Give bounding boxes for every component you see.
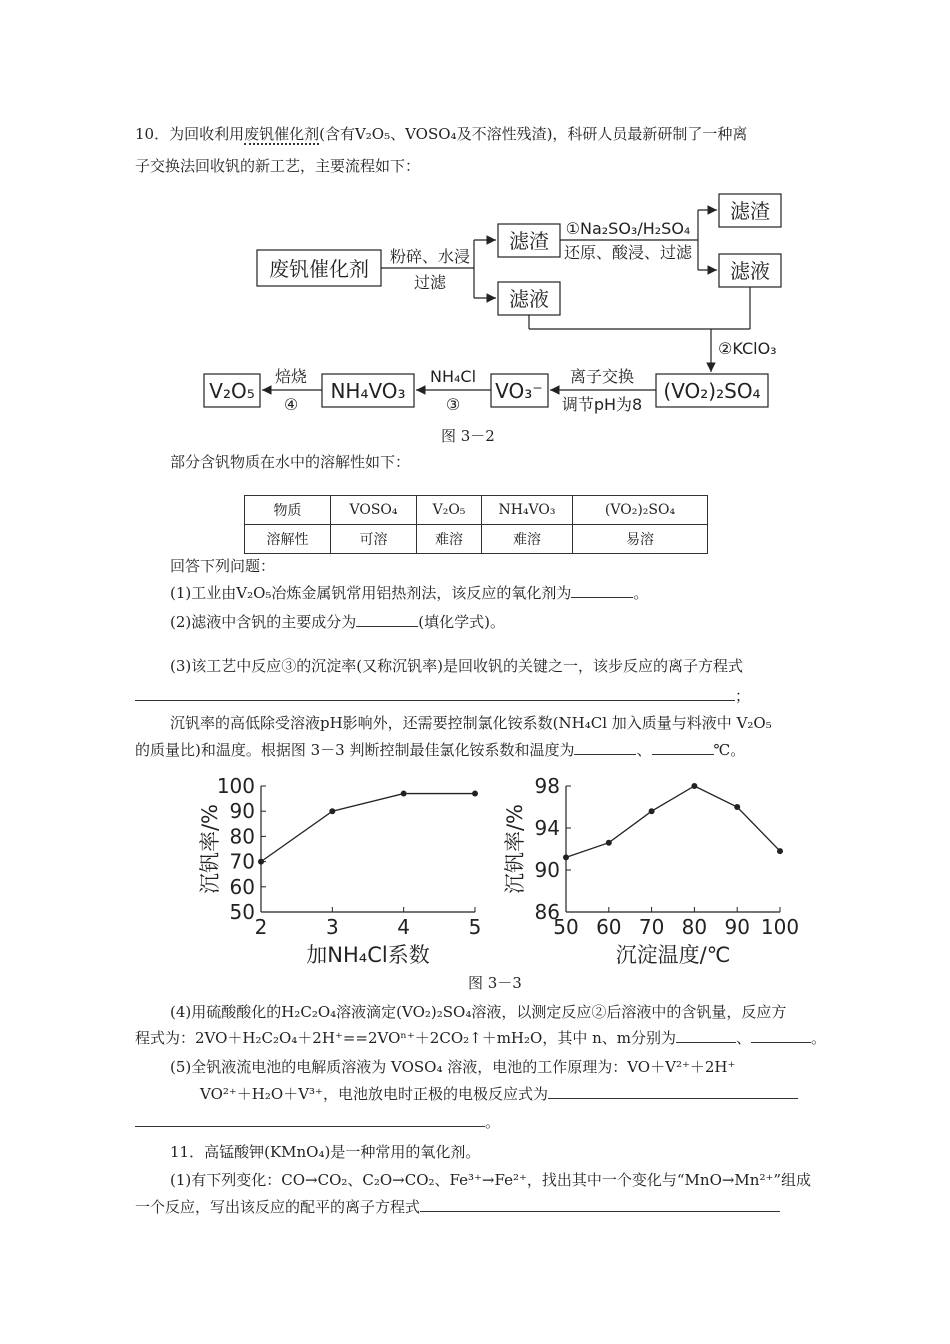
flow-diagram: [190, 188, 810, 418]
q11-part1-text: 一个反应，写出该反应的配平的离子方程式: [135, 1198, 421, 1216]
answer-blank[interactable]: [356, 612, 418, 627]
answer-blank[interactable]: [574, 740, 636, 755]
q10-part3-answer: [135, 686, 750, 706]
table-cell: (VO₂)₂SO₄: [573, 496, 708, 525]
q10-intro-emphasis: 废钒催化剂: [244, 125, 320, 143]
flow-step1-reagent: ①Na₂SO₃/H₂SO₄: [565, 219, 691, 238]
table-cell: 难溶: [482, 525, 573, 554]
x-tick-label: 100: [760, 915, 800, 939]
y-tick-label: 100: [216, 774, 255, 798]
q10-part3b-line2: [135, 740, 745, 760]
data-point: [258, 859, 264, 865]
y-tick-label: 94: [534, 816, 560, 840]
q10-part1-text: (1)工业由V₂O₅冶炼金属钒常用铝热剂法，该反应的氧化剂为: [170, 584, 572, 602]
flow-box-residue1-label: 滤渣: [509, 229, 549, 253]
y-tick-label: 90: [534, 858, 560, 882]
answer-blank[interactable]: [652, 740, 714, 755]
q10-part4-sep: 、: [735, 1029, 751, 1047]
q10-part3b-sep: 、: [636, 741, 652, 759]
flow-step-crush-1: 粉碎、水浸: [389, 247, 471, 266]
flow-step3-reagent: NH₄Cl: [429, 367, 477, 386]
q10-part3-end: ；: [735, 687, 751, 705]
solubility-table: [244, 495, 708, 554]
answer-blank[interactable]: [135, 1112, 485, 1127]
table-row: [245, 496, 708, 525]
q10-part2-end: (填化学式)。: [418, 613, 505, 631]
flow-box-filtrate2-label: 滤液: [730, 259, 770, 283]
table-row: [245, 525, 708, 554]
flow-box-catalyst-label: 废钒催化剂: [269, 257, 369, 281]
data-point: [329, 808, 335, 814]
data-point: [472, 791, 478, 797]
x-axis-label: 沉淀温度/℃: [615, 943, 731, 967]
answer-blank[interactable]: [571, 583, 633, 598]
q10-intro-line1: [135, 124, 747, 144]
q10-part3b-unit: ℃。: [713, 741, 746, 759]
q10-part5-line2: [200, 1084, 798, 1104]
flow-step1-ops: 还原、酸浸、过滤: [563, 243, 693, 262]
q11-part1-line2: [135, 1197, 780, 1217]
x-tick-label: 90: [724, 915, 750, 939]
flow-box-vo2so4-label: (VO₂)₂SO₄: [663, 379, 761, 403]
chart-temperature: [500, 772, 800, 972]
answer-blank[interactable]: [135, 686, 735, 701]
table-cell: 物质: [245, 496, 331, 525]
q10-part3b-text: 的质量比)和温度。根据图 3－3 判断控制最佳氯化铵系数和温度为: [135, 741, 575, 759]
q10-intro-line2: 子交换法回收钒的新工艺，主要流程如下：: [135, 157, 421, 175]
table-cell: NH₄VO₃: [482, 496, 573, 525]
y-tick-label: 98: [534, 774, 560, 798]
y-tick-label: 50: [229, 900, 255, 924]
flow-box-vo3-label: VO₃⁻: [495, 379, 543, 403]
q10-part4-line1: (4)用硫酸酸化的H₂C₂O₄溶液滴定(VO₂)₂SO₄溶液，以测定反应②后溶液中的含钒量，反应方: [170, 1003, 787, 1021]
q10-intro-post: (含有V₂O₅、VOSO₄及不溶性残渣)，科研人员最新研制了一种离: [319, 125, 748, 143]
q10-part5-line1: (5)全钒液流电池的电解质溶液为 VOSO₄ 溶液，电池的工作原理为：VO＋V²⁺＋2H⁺: [170, 1058, 736, 1076]
x-tick-label: 50: [553, 915, 579, 939]
series-line: [261, 794, 475, 862]
x-tick-label: 4: [397, 915, 411, 939]
data-point: [649, 808, 655, 814]
data-point: [777, 848, 783, 854]
q11-part1-line1: (1)有下列变化：CO→CO₂、C₂O→CO₂、Fe³⁺→Fe²⁺，找出其中一个变化与“MnO→Mn²⁺”组成: [170, 1171, 812, 1189]
series-line: [566, 786, 780, 857]
x-tick-label: 70: [638, 915, 665, 939]
flow-step-crush-2: 过滤: [413, 273, 447, 292]
flow-step-ion-1: 离子交换: [569, 367, 635, 386]
data-point: [734, 804, 740, 810]
x-tick-label: 60: [596, 915, 622, 939]
q10-part4-line2: [135, 1028, 826, 1048]
q10-part1-end: 。: [633, 584, 649, 602]
answer-blank[interactable]: [420, 1197, 780, 1212]
y-tick-label: 60: [229, 874, 255, 899]
table-cell: 难溶: [417, 525, 482, 554]
flow-box-residue2-label: 滤渣: [730, 199, 770, 223]
data-point: [606, 840, 612, 846]
q10-part1: [170, 583, 648, 603]
q10-part4-text: 程式为：2VO＋H₂C₂O₄＋2H⁺==2VOⁿ⁺＋2CO₂↑＋mH₂O，其中 n、m分别为: [135, 1029, 676, 1047]
table-cell: 可溶: [331, 525, 417, 554]
fig-3-3-caption: 图 3－3: [468, 974, 522, 992]
q10-part5-text: VO²⁺＋H₂O＋V³⁺，电池放电时正极的电极反应式为: [200, 1085, 548, 1103]
q11-title: 11．高锰酸钾(KMnO₄)是一种常用的氧化剂。: [170, 1143, 481, 1161]
data-point: [401, 791, 407, 797]
q10-intro-pre: 10．为回收利用: [135, 125, 245, 143]
flow-step-ion-2: 调节pH为8: [561, 395, 643, 414]
flow-box-nh4vo3-label: NH₄VO₃: [330, 379, 406, 403]
solubility-intro: 部分含钒物质在水中的溶解性如下：: [170, 453, 411, 471]
data-point: [563, 854, 569, 860]
x-tick-label: 3: [325, 915, 339, 939]
flow-step3-num: ③: [445, 395, 461, 414]
table-cell: VOSO₄: [331, 496, 417, 525]
answer-blank[interactable]: [548, 1084, 798, 1099]
q10-part3b-line1: 沉钒率的高低除受溶液pH影响外，还需要控制氯化铵系数(NH₄Cl 加入质量与料液中 V₂O₅: [170, 714, 772, 732]
x-tick-label: 80: [681, 915, 708, 939]
q10-part5-end: 。: [485, 1113, 501, 1131]
flow-step4-num: ④: [283, 395, 299, 414]
y-tick-label: 80: [229, 824, 255, 849]
answer-blank[interactable]: [676, 1028, 736, 1043]
flow-box-v2o5-label: V₂O₅: [209, 379, 255, 403]
y-tick-label: 86: [534, 900, 560, 924]
fig-3-2-caption: 图 3－2: [441, 427, 495, 445]
y-axis-label: 沉钒率/%: [198, 803, 222, 895]
q10-part3: (3)该工艺中反应③的沉淀率(又称沉钒率)是回收钒的关键之一，该步反应的离子方程式: [170, 657, 743, 675]
q10-part2: [170, 612, 505, 632]
y-tick-label: 90: [229, 799, 255, 824]
q10-part5-answer: [135, 1112, 500, 1132]
flow-box-filtrate1-label: 滤液: [509, 287, 549, 311]
q10-part4-end: 。: [810, 1029, 826, 1047]
table-cell: 溶解性: [245, 525, 331, 554]
table-cell: 易溶: [573, 525, 708, 554]
x-axis-label: 加NH₄Cl系数: [306, 943, 430, 967]
answer-prompt: 回答下列问题：: [170, 557, 276, 575]
data-point: [691, 783, 697, 789]
chart-nh4cl-coefficient: [195, 772, 495, 972]
x-tick-label: 2: [254, 915, 268, 939]
table-cell: V₂O₅: [417, 496, 482, 525]
flow-step4-name: 焙烧: [274, 367, 308, 386]
flow-step2: ②KClO₃: [718, 339, 777, 358]
x-tick-label: 5: [468, 915, 482, 939]
answer-blank[interactable]: [751, 1028, 811, 1043]
y-tick-label: 70: [229, 849, 255, 874]
y-axis-label: 沉钒率/%: [503, 803, 527, 895]
q10-part2-text: (2)滤液中含钒的主要成分为: [170, 613, 357, 631]
